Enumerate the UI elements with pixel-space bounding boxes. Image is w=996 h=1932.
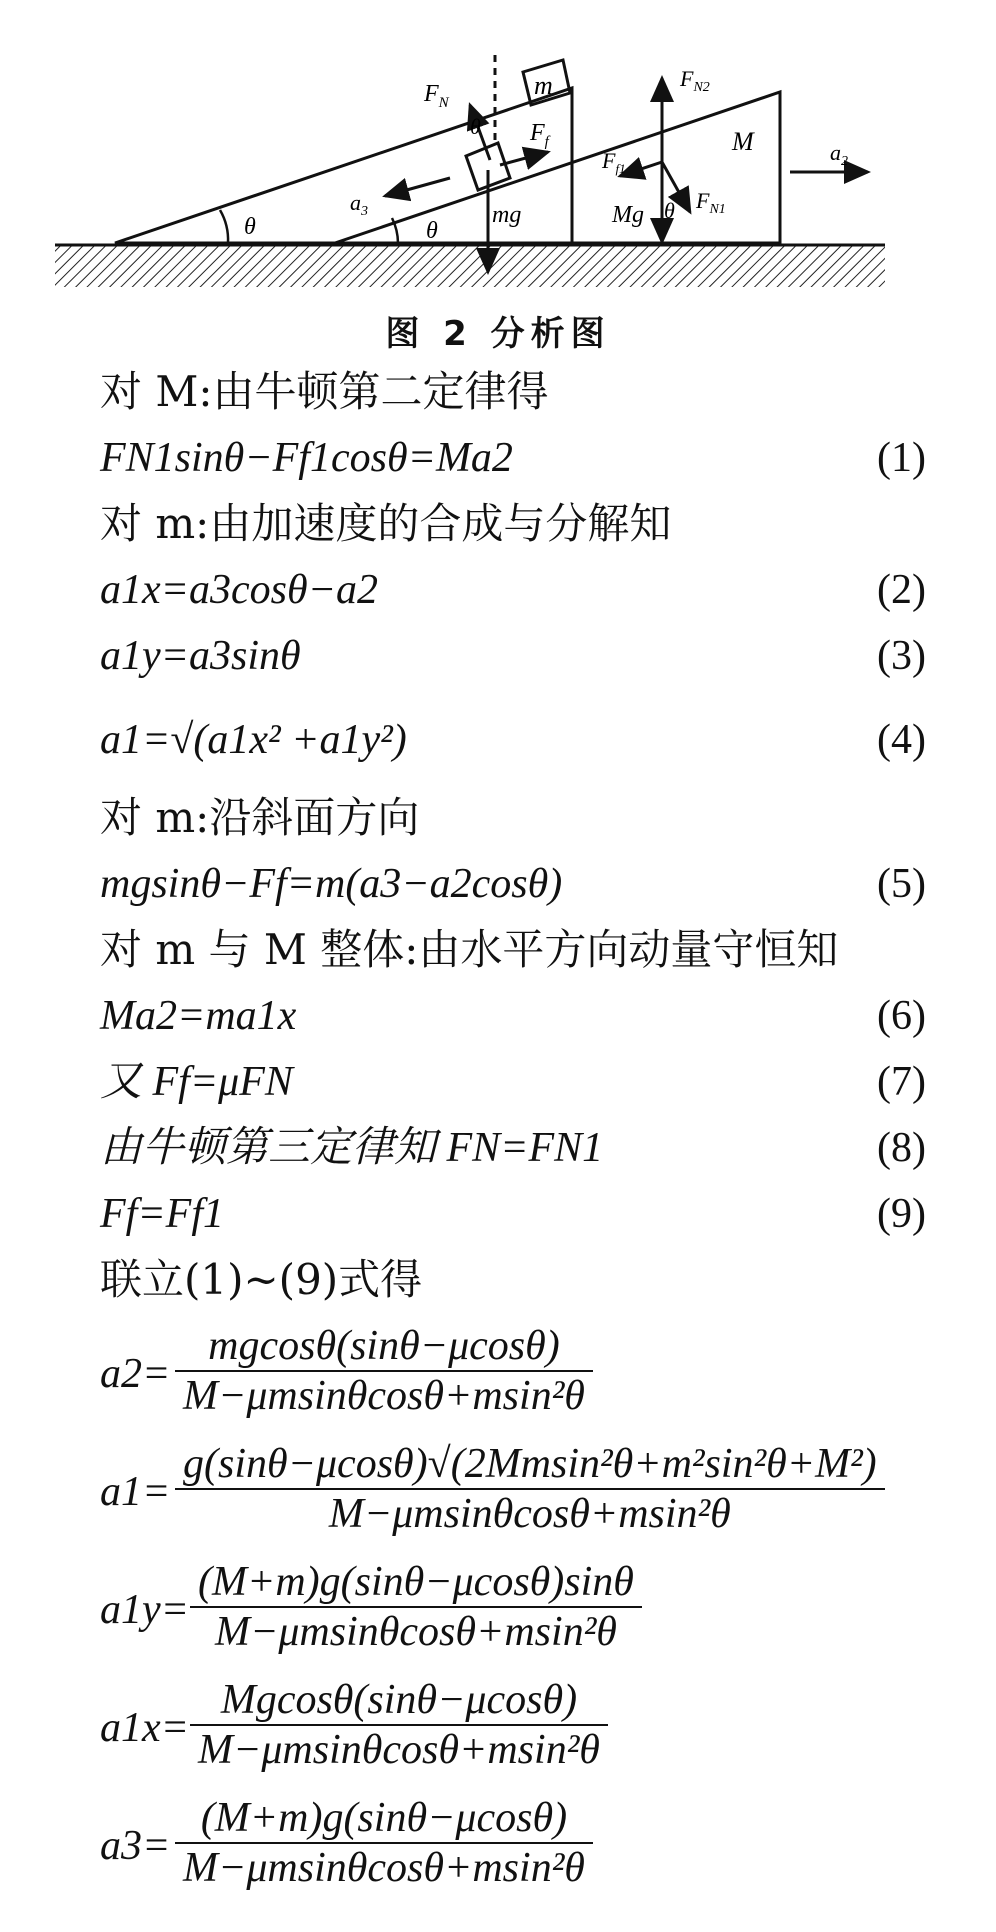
text-line: 联立(1)~(9)式得 (100, 1255, 423, 1304)
equation-line: a1=√(a1x² +a1y²) (4) (100, 717, 926, 763)
text-line: 对 m:沿斜面方向 (100, 793, 420, 842)
label-ff1: $F_{f1}$ (602, 148, 626, 176)
label-Mg: Mg (612, 202, 644, 228)
equation-line: Ff=Ff1 (9) (100, 1191, 926, 1237)
page: $F_N$ θ m $F_f$ $a_3$ mg θ θ $F_{N2}$ M $a_2$ $F_{f1}$ Mg θ $F_{N1}$ 图 2 分析图 对 M:由牛顿第二定律得 FN1sinθ−Ff1cosθ=Ma2 (1) 对 m:由加速度的合成与分解知 a1x=a3cosθ−a2 (2) a1y=a3sinθ (3) a1=√(a1x² +a1y²) (4) 对 m:沿斜面方向 mgsinθ−Ff=m(a3−a2cosθ) (5) 对 m 与 M 整体:由水平方向动量守恒知 Ma2=ma1x (6) 又 Ff=μFN (7) 由牛顿第三定律知 FN=FN1 (8) Ff=Ff1 (9) 联立(1)~(9)式得 a2= mgcosθ(sinθ−μcosθ) M−μmsinθcosθ+msin²θ a1= g(sinθ−μcosθ)√(2Mmsin²θ+m²sin²θ+M²) M−μmsinθcosθ+msin²θ a1y= (M+m)g(sinθ−μcosθ)sinθ M−μmsinθcosθ+msin²θ a1x= Mgcosθ(sinθ−μcosθ) M−μmsinθcosθ+msin²θ a3= (M+m)g(sinθ−μcosθ) M−μmsinθcosθ+msin²θ (0, 0, 996, 1932)
a3-arrow (385, 178, 450, 196)
text-line: 对 m:由加速度的合成与分解知 (100, 499, 672, 548)
label-ff: $F_f$ (530, 120, 549, 150)
angle-arc-left (220, 210, 228, 243)
equation-line: FN1sinθ−Ff1cosθ=Ma2 (1) (100, 435, 926, 481)
label-fn1: $F_{N1}$ (696, 188, 726, 217)
text-line: 对 M:由牛顿第二定律得 (100, 367, 549, 416)
wedge-M (335, 92, 780, 243)
label-a2: $a_2$ (830, 140, 848, 169)
label-m: m (534, 71, 553, 100)
label-theta-right: θ (664, 198, 675, 223)
label-fn: $F_N$ (424, 81, 449, 111)
ground-hatch (55, 245, 885, 287)
label-theta-top: θ (470, 114, 481, 139)
equation-line: 又 Ff=μFN (7) (100, 1059, 926, 1105)
figure-caption: 图 2 分析图 (385, 314, 611, 354)
label-mg: mg (492, 202, 522, 228)
label-theta-left: θ (244, 214, 256, 240)
label-theta-mid: θ (426, 218, 438, 244)
equation-line: 由牛顿第三定律知 FN=FN1 (8) (100, 1125, 926, 1171)
ff-arrow (500, 152, 548, 165)
ff1-arrow (620, 162, 662, 176)
label-a3: $a_3$ (350, 190, 368, 219)
equation-line: mgsinθ−Ff=m(a3−a2cosθ) (5) (100, 861, 926, 907)
equation-line: a1y=a3sinθ (3) (100, 633, 926, 679)
label-M: M (732, 127, 754, 156)
analysis-diagram (0, 0, 996, 300)
equation-line: Ma2=ma1x (6) (100, 993, 926, 1039)
text-line: 对 m 与 M 整体:由水平方向动量守恒知 (100, 925, 839, 974)
label-fn2: $F_{N2}$ (680, 66, 710, 95)
equation-line: a1x=a3cosθ−a2 (2) (100, 567, 926, 613)
